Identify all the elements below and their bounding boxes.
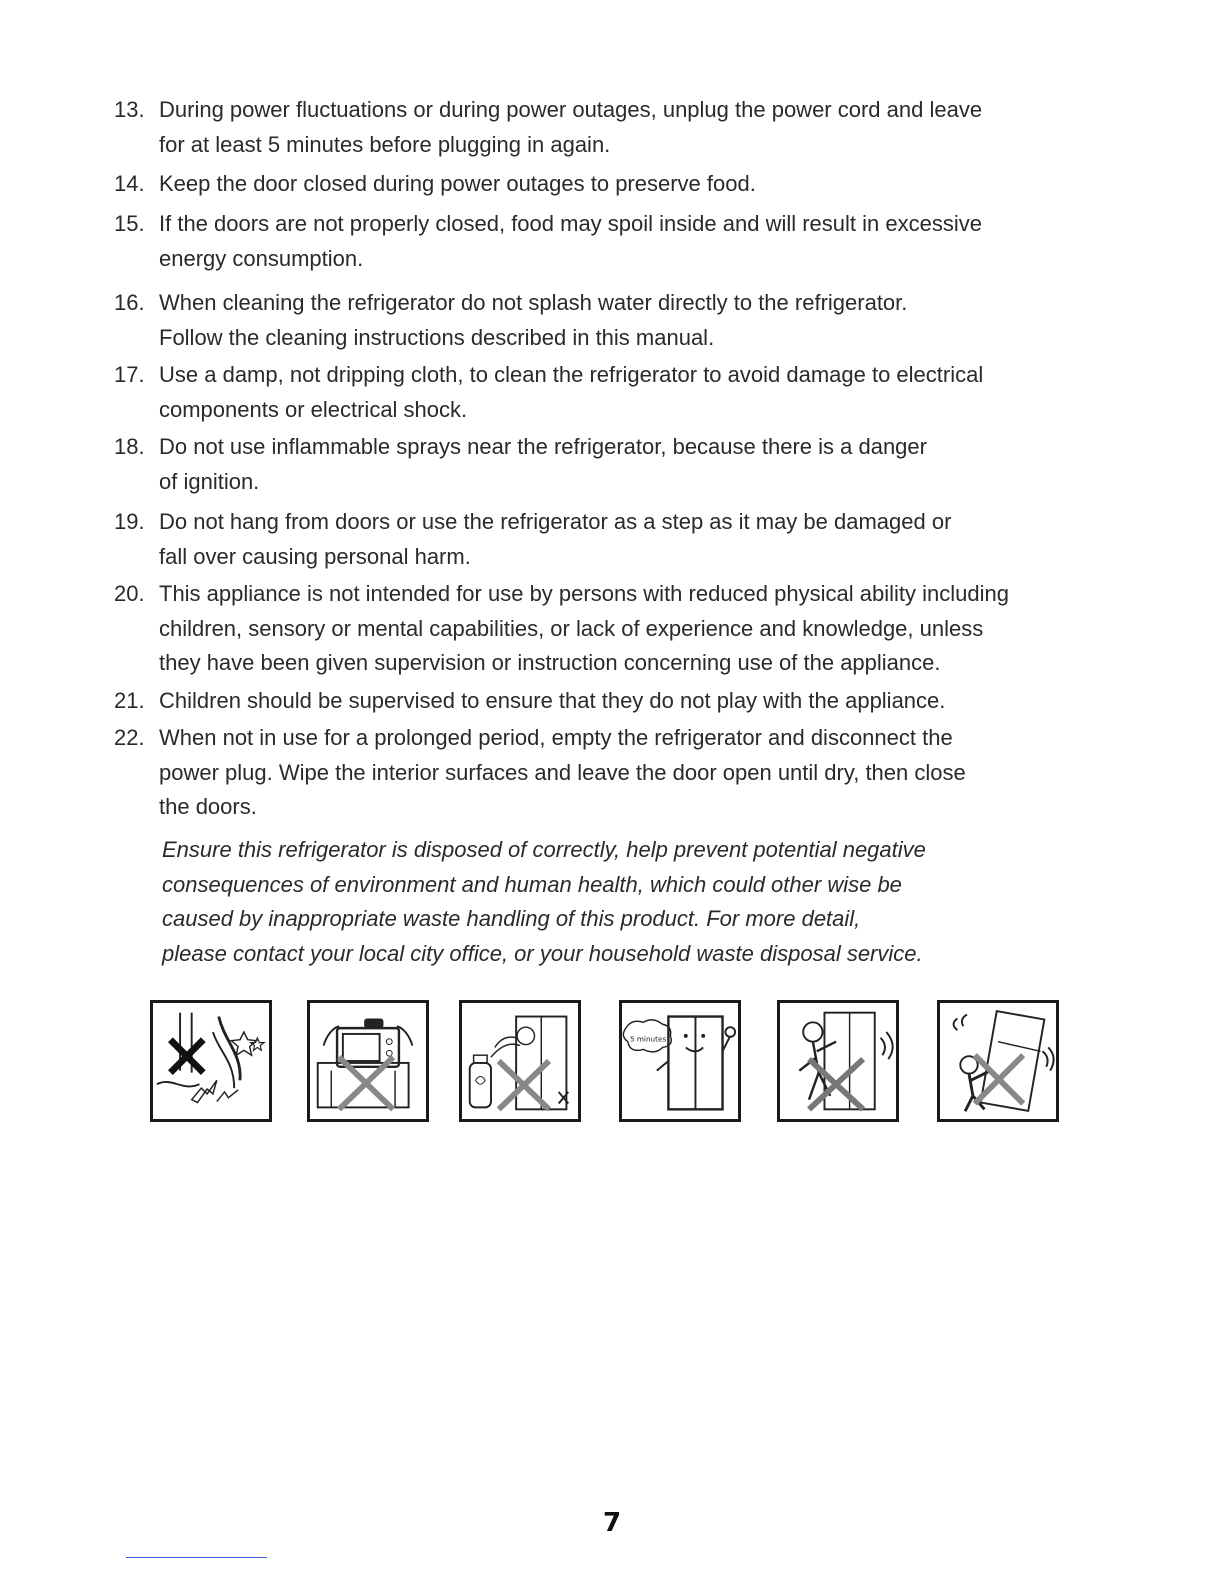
no-children-climbing-icon <box>937 1000 1059 1122</box>
item-number: 15. <box>114 211 145 236</box>
note-line: caused by inappropriate waste handling of this product. For more detail, <box>162 906 861 931</box>
no-flammable-spray-icon <box>459 1000 581 1122</box>
item-line: When cleaning the refrigerator do not splash water directly to the refrigerator. <box>159 290 908 315</box>
no-appliance-on-top-icon <box>307 1000 429 1122</box>
warning-illustrations <box>150 1000 1065 1128</box>
note-line: Ensure this refrigerator is disposed of correctly, help prevent potential negative <box>162 837 926 862</box>
list-item <box>114 430 927 499</box>
item-line: When not in use for a prolonged period, empty the refrigerator and disconnect the <box>159 725 953 750</box>
item-line: Do not hang from doors or use the refrigerator as a step as it may be damaged or <box>159 509 952 534</box>
page-number: 7 <box>602 1508 622 1538</box>
item-number: 18. <box>114 434 145 459</box>
item-number: 22. <box>114 725 145 750</box>
item-line: This appliance is not intended for use by persons with reduced physical ability including <box>159 581 1009 606</box>
item-line: power plug. Wipe the interior surfaces and leave the door open until dry, then close <box>159 759 966 785</box>
footer-rule <box>126 1557 267 1558</box>
item-line: Keep the door closed during power outages to preserve food. <box>159 171 756 196</box>
item-line: components or electrical shock. <box>159 396 468 422</box>
list-item <box>114 577 1009 681</box>
item-line: If the doors are not properly closed, food may spoil inside and will result in excessive <box>159 211 982 236</box>
list-item <box>114 505 951 574</box>
list-item <box>114 721 966 825</box>
item-line: they have been given supervision or instruction concerning use of the appliance. <box>159 650 941 675</box>
list-item <box>114 167 756 202</box>
item-number: 19. <box>114 509 145 534</box>
item-number: 21. <box>114 688 145 713</box>
item-number: 13. <box>114 97 145 122</box>
item-line: for at least 5 minutes before plugging in again. <box>159 131 611 157</box>
list-item <box>114 358 983 427</box>
item-number: 16. <box>114 290 145 315</box>
note-line: please contact your local city office, or your household waste disposal service. <box>162 940 923 966</box>
item-line: Use a damp, not dripping cloth, to clean the refrigerator to avoid damage to electrical <box>159 362 984 387</box>
item-line: the doors. <box>159 794 257 819</box>
no-hanging-on-doors-icon <box>777 1000 899 1122</box>
item-line: Do not use inflammable sprays near the refrigerator, because there is a danger <box>159 434 927 459</box>
timer-label: 5 minutes <box>629 1034 667 1044</box>
item-line: children, sensory or mental capabilities, or lack of experience and knowledge, unless <box>159 615 984 641</box>
item-line: of ignition. <box>159 468 260 494</box>
item-line: Children should be supervised to ensure that they do not play with the appliance. <box>159 688 946 713</box>
unplug-cord-warning-icon <box>150 1000 272 1122</box>
list-item <box>114 207 982 276</box>
disposal-note <box>162 833 1062 971</box>
list-item <box>114 93 982 162</box>
note-line: consequences of environment and human health, which could other wise be <box>162 871 902 897</box>
wait-five-minutes-icon <box>619 1000 741 1122</box>
item-line: energy consumption. <box>159 245 364 271</box>
list-item <box>114 684 945 719</box>
list-item <box>114 286 907 355</box>
item-line: During power fluctuations or during power outages, unplug the power cord and leave <box>159 97 983 122</box>
item-line: Follow the cleaning instructions described in this manual. <box>159 324 715 350</box>
item-number: 17. <box>114 362 145 387</box>
item-number: 14. <box>114 171 145 196</box>
item-line: fall over causing personal harm. <box>159 543 471 569</box>
item-number: 20. <box>114 581 145 606</box>
